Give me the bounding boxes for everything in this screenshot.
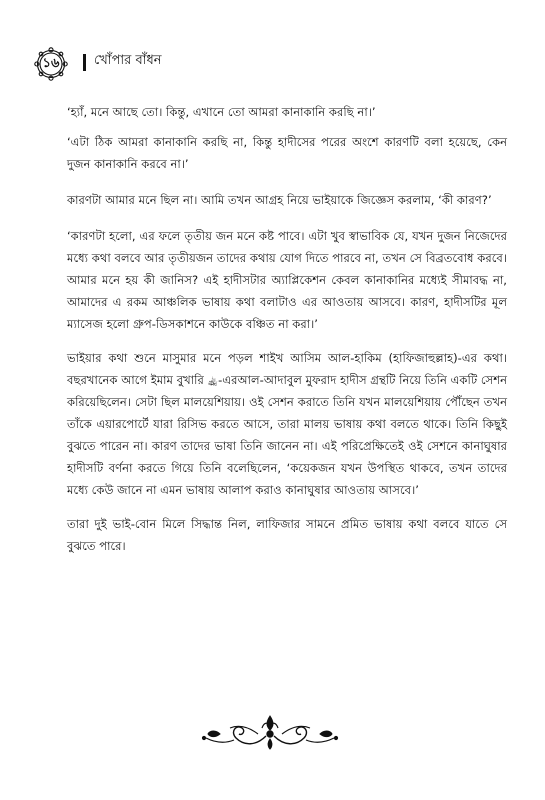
paragraph-4: ‘কারণটা হলো, এর ফলে তৃতীয় জন মনে কষ্ট পাবে। এটা খুব স্বাভাবিক যে, যখন দুজন নিজেদের মধ্যে কথা বলবে আর তৃতীয়জন তাদের কথায় যোগ দিতে পারবে না, তখন সে বিব্রতবোধ করবে। আমার মনে হয় কী জানিস? এই হাদীসটার অ্যাপ্লিকেশন কেবল কানাকানির মধ্যেই সীমাবদ্ধ না, আমাদের এ রকম আঞ্চলিক ভাষায় কথা বলাটাও এর আওতায় আসবে। কারণ, হাদীসটির মূল ম্যাসেজ হলো গ্রুপ-ডিসকাশনে কাউকে বঞ্চিত না করা।’ xyxy=(67,229,507,331)
paragraph-5: ভাইয়ার কথা শুনে মাসুমার মনে পড়ল শাইখ আসিম আল-হাকিম (হাফিজাহুল্লাহ)-এর কথা। বছরখানেক আগে ইমাম বুখারি ﵀-এরআল-আদাবুল মুফরাদ হাদীস গ্রন্থটি নিয়ে তিনি একটি সেশন করিয়েছিলেন। সেটা ছিল মালয়েশিয়ায়। ওই সেশন করাতে তিনি যখন মালয়েশিয়ায় পৌঁছেন তখন তাঁকে এয়ারপোর্টে যারা রিসিভ করতে আসে, তারা মালয় ভাষায় কথা বলতে থাকে। তিনি কিছুই বুঝতে পারেন না। কারণ তাদের ভাষা তিনি জানেন না। এই পরিপ্রেক্ষিতেই ওই সেশনে কানাঘুষার হাদীসটি বর্ণনা করতে গিয়ে তিনি বলেছিলেন, ‘কয়েকজন যখন উপস্থিত থাকবে, তখন তাদের মধ্যে কেউ জানে না এমন ভাষায় আলাপ করাও কানাঘুষার আওতায় আসবে।’ xyxy=(67,351,507,497)
body-text xyxy=(67,101,507,557)
flourish-ornament-icon xyxy=(200,712,340,752)
paragraph-6: তারা দুই ভাই-বোন মিলে সিদ্ধান্ত নিল, লাফিজার সামনে প্রমিত ভাষায় কথা বলবে যাতে সে বুঝতে পারে। xyxy=(67,517,507,553)
paragraph-3: কারণটা আমার মনে ছিল না। আমি তখন আগ্রহ নিয়ে ভাইয়াকে জিজ্ঞেস করলাম, ‘কী কারণ?’ xyxy=(67,193,492,207)
header-divider xyxy=(83,54,86,71)
end-ornament xyxy=(200,712,340,752)
page-header xyxy=(34,47,504,81)
paragraph-2: ‘এটা ঠিক আমরা কানাকানি করছি না, কিন্তু হাদীসের পরের অংশে কারণটি বলা হয়েছে, কেন দুজন কানাকানি করবে না।’ xyxy=(67,135,507,171)
running-title: খোঁপার বাঁধন xyxy=(94,53,162,68)
page-number: ১৬ xyxy=(42,56,60,71)
page-number-badge xyxy=(34,47,68,81)
paragraph-1: ‘হ্যাঁ, মনে আছে তো। কিন্তু, এখানে তো আমরা কানাকানি করছি না।’ xyxy=(67,105,376,119)
